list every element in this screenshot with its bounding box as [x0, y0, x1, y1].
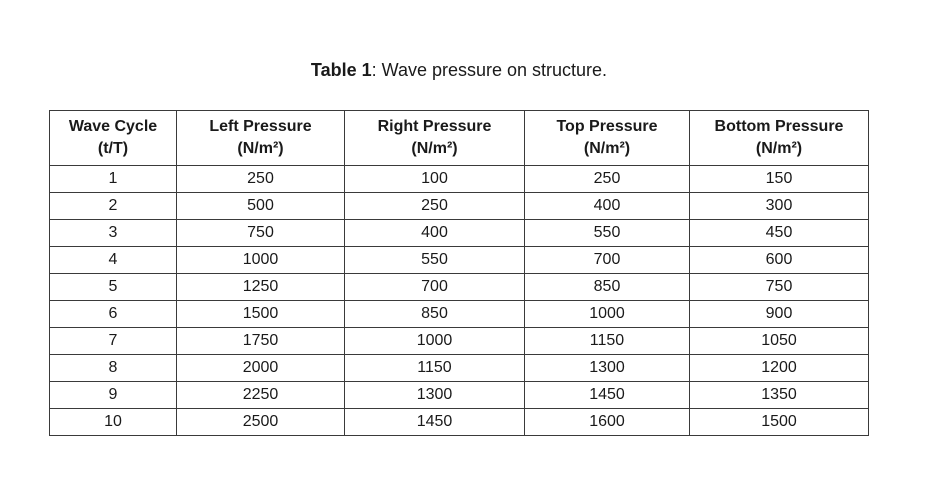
table-cell: 1000 — [177, 247, 345, 274]
table-cell: 1450 — [525, 382, 690, 409]
table-cell: 2500 — [177, 409, 345, 436]
table-row — [50, 409, 869, 436]
table-cell: 750 — [177, 220, 345, 247]
table-cell: 1150 — [525, 328, 690, 355]
table-cell: 10 — [50, 409, 177, 436]
table-row — [50, 193, 869, 220]
table-cell: 150 — [690, 166, 869, 193]
table-cell: 1000 — [525, 301, 690, 328]
header-top-pressure: Top Pressure (N/m²) — [525, 111, 690, 166]
table-cell: 850 — [525, 274, 690, 301]
table-cell: 1 — [50, 166, 177, 193]
table-cell: 1500 — [177, 301, 345, 328]
table-cell: 2 — [50, 193, 177, 220]
table-cell: 1050 — [690, 328, 869, 355]
table-cell: 9 — [50, 382, 177, 409]
table-cell: 450 — [690, 220, 869, 247]
table-cell: 1300 — [345, 382, 525, 409]
header-wave-cycle: Wave Cycle (t/T) — [50, 111, 177, 166]
table-cell: 1500 — [690, 409, 869, 436]
table-cell: 300 — [690, 193, 869, 220]
wave-pressure-table — [49, 110, 869, 436]
table-cell: 1300 — [525, 355, 690, 382]
table-cell: 750 — [690, 274, 869, 301]
table-cell: 1250 — [177, 274, 345, 301]
table-cell: 900 — [690, 301, 869, 328]
caption-label: Table 1 — [310, 60, 372, 80]
table-cell: 1150 — [345, 355, 525, 382]
table-cell: 250 — [177, 166, 345, 193]
table-row — [50, 301, 869, 328]
table-cell: 850 — [345, 301, 525, 328]
table-row — [50, 382, 869, 409]
table-cell: 550 — [345, 247, 525, 274]
table-cell: 400 — [345, 220, 525, 247]
table-cell: 1750 — [177, 328, 345, 355]
table-row — [50, 220, 869, 247]
table-row — [50, 328, 869, 355]
table-header-row — [50, 111, 869, 166]
table-cell: 1200 — [690, 355, 869, 382]
header-left-pressure: Left Pressure (N/m²) — [177, 111, 345, 166]
table-cell: 5 — [50, 274, 177, 301]
table-cell: 500 — [177, 193, 345, 220]
table-cell: 2250 — [177, 382, 345, 409]
table-caption — [0, 58, 918, 82]
table-cell: 1000 — [345, 328, 525, 355]
table-cell: 3 — [50, 220, 177, 247]
header-bottom-pressure: Bottom Pressure (N/m²) — [690, 111, 869, 166]
table-cell: 400 — [525, 193, 690, 220]
table-cell: 8 — [50, 355, 177, 382]
table-cell: 550 — [525, 220, 690, 247]
table-row — [50, 355, 869, 382]
table-cell: 4 — [50, 247, 177, 274]
table-row — [50, 166, 869, 193]
table-cell: 600 — [690, 247, 869, 274]
table-cell: 2000 — [177, 355, 345, 382]
table-cell: 1450 — [345, 409, 525, 436]
table-body — [50, 166, 869, 436]
table-cell: 6 — [50, 301, 177, 328]
table-cell: 700 — [345, 274, 525, 301]
table-cell: 7 — [50, 328, 177, 355]
caption-text: : Wave pressure on structure. — [371, 60, 608, 80]
table-cell: 100 — [345, 166, 525, 193]
table-cell: 250 — [345, 193, 525, 220]
header-right-pressure: Right Pressure (N/m²) — [345, 111, 525, 166]
table-cell: 250 — [525, 166, 690, 193]
table-cell: 700 — [525, 247, 690, 274]
table-cell: 1600 — [525, 409, 690, 436]
table-row — [50, 247, 869, 274]
table-cell: 1350 — [690, 382, 869, 409]
table-row — [50, 274, 869, 301]
